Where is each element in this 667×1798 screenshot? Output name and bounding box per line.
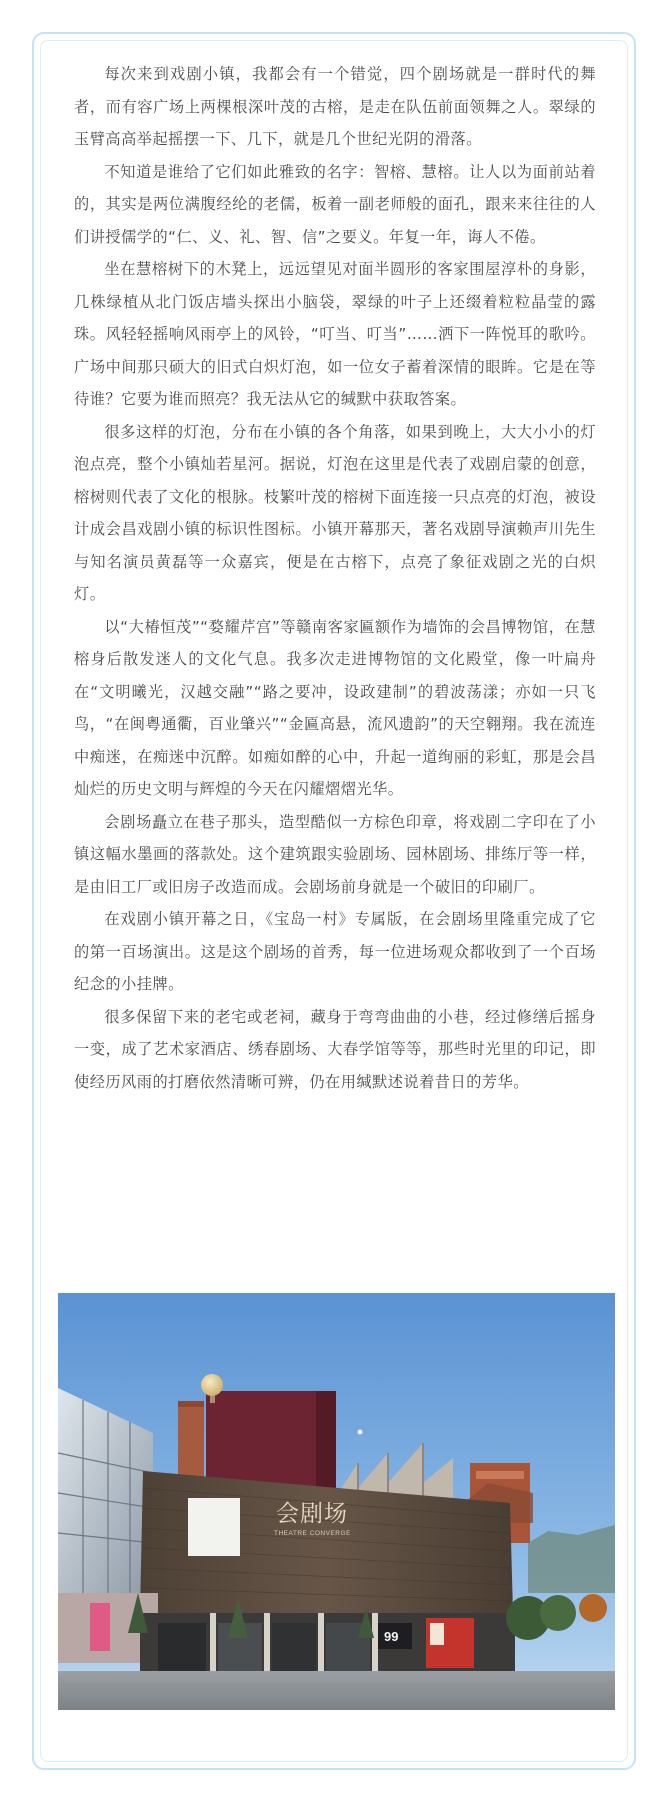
article-paragraph-3: 坐在慧榕树下的木凳上，远远望见对面半圆形的客家围屋淳朴的身影，几株绿植从北门饭店墙头探出小脑袋，翠绿的叶子上还缀着粒粒晶莹的露珠。风轻轻摇响风雨亭上的风铃，“叮当、叮当”……洒下一阵悦耳的歌吟。广场中间那只硕大的旧式白炽灯泡，如一位女子蓄着深情的眼眸。它是在等待谁？它要为谁而照亮？我无法从它的缄默中获取答案。 — [74, 260, 596, 408]
article-paragraph-2: 不知道是谁给了它们如此雅致的名字：智榕、慧榕。让人以为面前站着的，其实是两位满腹经纶的老儒，板着一副老师般的面孔，跟来来往往的人们讲授儒学的“仁、义、礼、智、信”之要义。年复一年，诲人不倦。 — [74, 162, 596, 246]
distant-hills — [528, 1525, 615, 1593]
plaza-ground — [58, 1671, 615, 1710]
article-paragraph-8: 很多保留下来的老宅或老祠，藏身于弯弯曲曲的小巷，经过修缮后摇身一变，成了艺术家酒店、绣春剧场、大春学馆等等，那些时光里的印记，即使经历风雨的打磨依然清晰可辨，仍在用缄默述说着昔日的芳华。 — [74, 1007, 596, 1091]
right-building-ledge — [476, 1471, 524, 1479]
theatre-photo — [58, 1293, 615, 1710]
chimney-cap — [178, 1401, 204, 1407]
theatre-sign-subtext: THEATRE CONVERGE — [274, 1530, 351, 1537]
bulb-sculpture — [201, 1374, 223, 1396]
moon — [358, 1430, 363, 1435]
right-tree-autumn — [579, 1594, 607, 1622]
article-paragraph-7: 在戏剧小镇开幕之日，《宝岛一村》专属版，在会剧场里隆重完成了它的第一百场演出。这是这个剧场的首秀，每一位进场观众都收到了一个百场纪念的小挂牌。 — [74, 910, 596, 993]
theatre-sign: 会剧场 — [276, 1501, 348, 1526]
poster-99: 99 — [384, 1629, 399, 1644]
article-paragraph-4: 很多这样的灯泡，分布在小镇的各个角落，如果到晚上，大大小小的灯泡点亮，整个小镇灿若星河。据说，灯泡在这里是代表了戏剧启蒙的创意，榕树则代表了文化的根脉。枝繁叶茂的榕树下面连接一只点亮的灯泡，被设计成会昌戏剧小镇的标识性图标。小镇开幕那天，著名戏剧导演赖声川先生与知名演员黄磊等一众嘉宾，便是在古榕下，点亮了象征戏剧之光的白炽灯。 — [74, 422, 596, 603]
red-poster-figure — [430, 1623, 444, 1645]
article-body — [74, 58, 596, 1098]
right-tree-2 — [540, 1595, 576, 1631]
facade-window — [188, 1498, 240, 1556]
article-paragraph-6: 会剧场矗立在巷子那头，造型酷似一方棕色印章，将戏剧二字印在了小镇这幅水墨画的落款处。这个建筑跟实验剧场、园林剧场、排练厅等一样，是由旧工厂或旧房子改造而成。会剧场前身就是一个破旧的印刷厂。 — [74, 812, 596, 896]
pink-banner — [90, 1603, 110, 1651]
article-paragraph-1: 每次来到戏剧小镇，我都会有一个错觉，四个剧场就是一群时代的舞者，而有容广场上两棵根深叶茂的古榕，是走在队伍前面领舞之人。翠绿的玉臂高高举起摇摆一下、几下，就是几个世纪光阴的滑落。 — [74, 65, 596, 148]
article-paragraph-5: 以“大椿恒茂”“婺耀芹宫”等赣南客家匾额作为墙饰的会昌博物馆，在慧榕身后散发迷人的文化气息。我多次走进博物馆的文化殿堂，像一叶扁舟在“文明曦光，汉越交融”“路之要冲，设政建制”的碧波荡漾；亦如一只飞鸟，“在闽粤通衢，百业肇兴”“金匾高悬，流风遗韵”的天空翱翔。我在流连中痴迷，在痴迷中沉醉。如痴如醉的心中，升起一道绚丽的彩虹，那是会昌灿烂的历史文明与辉煌的今天在闪耀熠熠光华。 — [74, 617, 596, 798]
